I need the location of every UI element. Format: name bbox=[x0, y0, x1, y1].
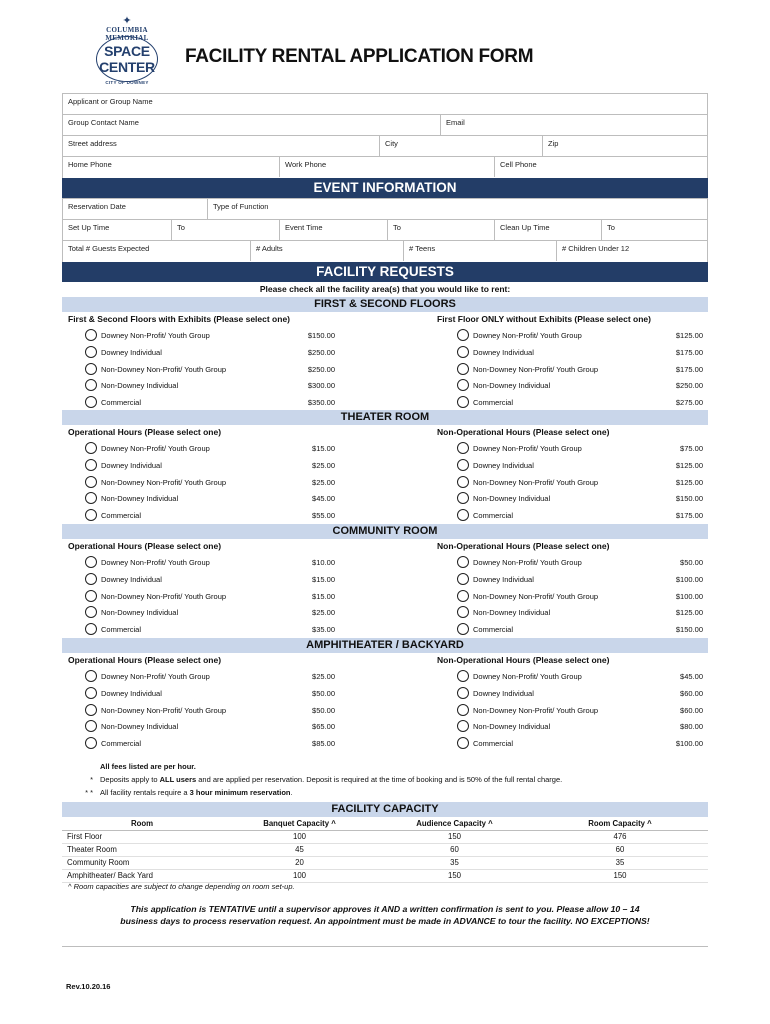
option-price: $50.00 bbox=[312, 706, 335, 715]
capacity-header-room-capacity: Room Capacity ^ bbox=[532, 817, 708, 830]
facility-capacity-banner: FACILITY CAPACITY bbox=[62, 802, 708, 817]
section-banner-3: AMPHITHEATER / BACKYARD bbox=[62, 638, 708, 653]
capacity-header-banquet: Banquet Capacity ^ bbox=[222, 817, 377, 830]
option-label: Non-Downey Non-Profit/ Youth Group bbox=[473, 706, 599, 715]
radio-button[interactable] bbox=[457, 379, 469, 391]
option-3-right-4[interactable] bbox=[457, 737, 703, 753]
option-label: Commercial bbox=[101, 739, 142, 748]
option-label: Downey Individual bbox=[473, 689, 534, 698]
radio-button[interactable] bbox=[457, 623, 469, 635]
option-2-right-0[interactable] bbox=[457, 556, 703, 572]
option-price: $80.00 bbox=[680, 722, 703, 731]
capacity-value-cell: 35 bbox=[377, 856, 532, 869]
radio-button[interactable] bbox=[85, 720, 97, 732]
setup-time-field[interactable]: Set Up Time bbox=[68, 223, 110, 232]
option-price: $60.00 bbox=[680, 689, 703, 698]
table-row bbox=[62, 830, 708, 843]
option-0-right-0[interactable] bbox=[457, 329, 703, 345]
option-label: Commercial bbox=[473, 739, 514, 748]
radio-button[interactable] bbox=[85, 329, 97, 341]
option-1-right-3[interactable] bbox=[457, 492, 703, 508]
option-3-left-2[interactable] bbox=[85, 704, 335, 720]
radio-button[interactable] bbox=[457, 492, 469, 504]
option-price: $350.00 bbox=[307, 398, 335, 407]
radio-button[interactable] bbox=[457, 573, 469, 585]
capacity-room-cell: Community Room bbox=[62, 856, 222, 869]
option-label: Non-Downey Individual bbox=[473, 381, 551, 390]
logo-line-city: CITY OF DOWNEY bbox=[105, 80, 149, 85]
table-row bbox=[62, 856, 708, 869]
home-phone-field[interactable]: Home Phone bbox=[68, 160, 112, 169]
capacity-value-cell: 35 bbox=[532, 856, 708, 869]
option-2-right-2[interactable] bbox=[457, 590, 703, 606]
fees-note: All fees listed are per hour. bbox=[100, 762, 196, 771]
option-label: Non-Downey Individual bbox=[101, 722, 179, 731]
option-2-left-3[interactable] bbox=[85, 606, 335, 622]
event-time-field[interactable]: Event Time bbox=[279, 220, 387, 240]
facility-requests-banner: FACILITY REQUESTS bbox=[62, 262, 708, 282]
capacity-value-cell: 150 bbox=[377, 869, 532, 882]
capacity-note: ^ Room capacities are subject to change depending on room set-up. bbox=[68, 882, 295, 891]
option-2-left-4[interactable] bbox=[85, 623, 335, 639]
option-label: Non-Downey Non-Profit/ Youth Group bbox=[101, 478, 227, 487]
logo-ring bbox=[96, 36, 158, 82]
capacity-value-cell: 60 bbox=[532, 843, 708, 856]
option-price: $275.00 bbox=[675, 398, 703, 407]
option-price: $125.00 bbox=[675, 461, 703, 470]
tentative-notice bbox=[62, 903, 708, 927]
capacity-value-cell: 476 bbox=[532, 830, 708, 843]
option-label: Commercial bbox=[473, 625, 514, 634]
option-0-left-3[interactable] bbox=[85, 379, 335, 395]
option-price: $150.00 bbox=[675, 494, 703, 503]
option-price: $250.00 bbox=[307, 348, 335, 357]
section-2-left-heading: Operational Hours (Please select one) bbox=[68, 541, 222, 551]
section-banner-2: COMMUNITY ROOM bbox=[62, 524, 708, 539]
option-price: $55.00 bbox=[312, 511, 335, 520]
option-1-right-2[interactable] bbox=[457, 476, 703, 492]
option-label: Non-Downey Non-Profit/ Youth Group bbox=[101, 706, 227, 715]
option-price: $15.00 bbox=[312, 575, 335, 584]
option-3-left-0[interactable] bbox=[85, 670, 335, 686]
option-label: Downey Individual bbox=[101, 575, 162, 584]
option-label: Downey Non-Profit/ Youth Group bbox=[101, 672, 210, 681]
option-price: $250.00 bbox=[307, 365, 335, 374]
radio-button[interactable] bbox=[85, 590, 97, 602]
section-3-right-heading: Non-Operational Hours (Please select one) bbox=[437, 655, 610, 665]
radio-button[interactable] bbox=[457, 396, 469, 408]
radio-button[interactable] bbox=[457, 737, 469, 749]
radio-button[interactable] bbox=[457, 476, 469, 488]
radio-button[interactable] bbox=[457, 346, 469, 358]
deposit-note: * Deposits apply to ALL users and are applied per reservation. Deposit is required at the time of booking and is 50% of the full rental charge. bbox=[90, 775, 563, 784]
option-price: $45.00 bbox=[680, 672, 703, 681]
option-price: $10.00 bbox=[312, 558, 335, 567]
option-0-left-0[interactable] bbox=[85, 329, 335, 345]
option-price: $100.00 bbox=[675, 592, 703, 601]
option-price: $50.00 bbox=[680, 558, 703, 567]
option-label: Downey Non-Profit/ Youth Group bbox=[473, 558, 582, 567]
radio-button[interactable] bbox=[85, 396, 97, 408]
section-3-left-heading: Operational Hours (Please select one) bbox=[68, 655, 222, 665]
option-label: Downey Non-Profit/ Youth Group bbox=[473, 444, 582, 453]
option-3-right-3[interactable] bbox=[457, 720, 703, 736]
option-label: Downey Non-Profit/ Youth Group bbox=[473, 672, 582, 681]
radio-button[interactable] bbox=[85, 670, 97, 682]
option-label: Downey Individual bbox=[473, 348, 534, 357]
footer-rule bbox=[62, 946, 708, 947]
option-2-right-3[interactable] bbox=[457, 606, 703, 622]
capacity-room-cell: Amphitheater/ Back Yard bbox=[62, 869, 222, 882]
radio-button[interactable] bbox=[85, 379, 97, 391]
radio-button[interactable] bbox=[85, 606, 97, 618]
option-2-right-1[interactable] bbox=[457, 573, 703, 589]
option-price: $25.00 bbox=[312, 461, 335, 470]
applicant-name-field[interactable]: Applicant or Group Name bbox=[68, 97, 153, 106]
radio-button[interactable] bbox=[457, 704, 469, 716]
option-label: Downey Individual bbox=[101, 689, 162, 698]
capacity-value-cell: 60 bbox=[377, 843, 532, 856]
option-label: Non-Downey Individual bbox=[101, 381, 179, 390]
option-price: $50.00 bbox=[312, 689, 335, 698]
option-2-left-2[interactable] bbox=[85, 590, 335, 606]
radio-button[interactable] bbox=[85, 459, 97, 471]
option-price: $35.00 bbox=[312, 625, 335, 634]
contact-name-field[interactable]: Group Contact Name bbox=[68, 118, 139, 127]
radio-button[interactable] bbox=[85, 556, 97, 568]
children-field[interactable]: # Children Under 12 bbox=[556, 241, 709, 261]
email-field[interactable]: Email bbox=[440, 115, 709, 135]
radio-button[interactable] bbox=[85, 442, 97, 454]
option-price: $60.00 bbox=[680, 706, 703, 715]
type-of-function-field[interactable]: Type of Function bbox=[207, 199, 709, 219]
option-0-left-1[interactable] bbox=[85, 346, 335, 362]
radio-button[interactable] bbox=[457, 363, 469, 375]
radio-button[interactable] bbox=[85, 737, 97, 749]
radio-button[interactable] bbox=[457, 509, 469, 521]
option-price: $25.00 bbox=[312, 672, 335, 681]
radio-button[interactable] bbox=[457, 556, 469, 568]
option-label: Commercial bbox=[101, 398, 142, 407]
page-title: FACILITY RENTAL APPLICATION FORM bbox=[185, 46, 534, 67]
radio-button[interactable] bbox=[457, 590, 469, 602]
radio-button[interactable] bbox=[85, 623, 97, 635]
option-1-left-1[interactable] bbox=[85, 459, 335, 475]
logo-line-columbia: COLUMBIA bbox=[106, 26, 148, 34]
section-banner-1: THEATER ROOM bbox=[62, 410, 708, 425]
event-information-banner: EVENT INFORMATION bbox=[62, 178, 708, 198]
option-price: $15.00 bbox=[312, 592, 335, 601]
logo-line-center: CENTER bbox=[99, 59, 155, 75]
total-guests-field[interactable]: Total # Guests Expected bbox=[68, 244, 150, 253]
zip-field[interactable]: Zip bbox=[542, 136, 709, 156]
teens-field[interactable]: # Teens bbox=[403, 241, 556, 261]
radio-button[interactable] bbox=[85, 687, 97, 699]
capacity-value-cell: 100 bbox=[222, 869, 377, 882]
option-0-left-2[interactable] bbox=[85, 363, 335, 379]
option-label: Downey Individual bbox=[473, 575, 534, 584]
event-to-field[interactable]: To bbox=[387, 220, 494, 240]
space-center-logo bbox=[94, 16, 160, 90]
work-phone-field[interactable]: Work Phone bbox=[279, 157, 494, 177]
option-label: Non-Downey Individual bbox=[101, 494, 179, 503]
option-price: $175.00 bbox=[675, 348, 703, 357]
option-1-left-0[interactable] bbox=[85, 442, 335, 458]
logo-line-space: SPACE bbox=[104, 43, 150, 59]
capacity-table bbox=[62, 817, 708, 883]
radio-button[interactable] bbox=[457, 670, 469, 682]
option-price: $150.00 bbox=[307, 331, 335, 340]
cleanup-to-field[interactable]: To bbox=[601, 220, 709, 240]
revision-label: Rev.10.20.16 bbox=[66, 982, 111, 991]
option-3-right-0[interactable] bbox=[457, 670, 703, 686]
capacity-header-room: Room bbox=[62, 817, 222, 830]
option-2-right-4[interactable] bbox=[457, 623, 703, 639]
option-label: Downey Individual bbox=[473, 461, 534, 470]
option-price: $15.00 bbox=[312, 444, 335, 453]
option-0-right-2[interactable] bbox=[457, 363, 703, 379]
option-3-left-4[interactable] bbox=[85, 737, 335, 753]
radio-button[interactable] bbox=[85, 492, 97, 504]
section-0-right-heading: First Floor ONLY without Exhibits (Please select one) bbox=[437, 314, 651, 324]
option-0-right-3[interactable] bbox=[457, 379, 703, 395]
reservation-date-field[interactable]: Reservation Date bbox=[68, 202, 126, 211]
section-1-right-heading: Non-Operational Hours (Please select one) bbox=[437, 427, 610, 437]
option-label: Non-Downey Non-Profit/ Youth Group bbox=[101, 592, 227, 601]
option-label: Commercial bbox=[473, 511, 514, 520]
option-label: Non-Downey Non-Profit/ Youth Group bbox=[473, 365, 599, 374]
option-price: $150.00 bbox=[675, 625, 703, 634]
option-label: Non-Downey Individual bbox=[473, 722, 551, 731]
radio-button[interactable] bbox=[85, 509, 97, 521]
option-label: Non-Downey Individual bbox=[473, 494, 551, 503]
option-3-right-1[interactable] bbox=[457, 687, 703, 703]
option-label: Non-Downey Non-Profit/ Youth Group bbox=[473, 478, 599, 487]
option-label: Non-Downey Individual bbox=[473, 608, 551, 617]
city-field[interactable]: City bbox=[379, 136, 542, 156]
option-1-left-4[interactable] bbox=[85, 509, 335, 525]
radio-button[interactable] bbox=[457, 720, 469, 732]
option-label: Downey Individual bbox=[101, 348, 162, 357]
option-price: $65.00 bbox=[312, 722, 335, 731]
option-price: $125.00 bbox=[675, 478, 703, 487]
radio-button[interactable] bbox=[85, 346, 97, 358]
option-price: $75.00 bbox=[680, 444, 703, 453]
option-1-left-3[interactable] bbox=[85, 492, 335, 508]
option-price: $175.00 bbox=[675, 511, 703, 520]
option-price: $45.00 bbox=[312, 494, 335, 503]
setup-to-field[interactable]: To bbox=[171, 220, 279, 240]
option-1-left-2[interactable] bbox=[85, 476, 335, 492]
cell-phone-field[interactable]: Cell Phone bbox=[494, 157, 709, 177]
capacity-value-cell: 100 bbox=[222, 830, 377, 843]
fee-notes bbox=[62, 762, 562, 801]
capacity-value-cell: 45 bbox=[222, 843, 377, 856]
cleanup-time-field[interactable]: Clean Up Time bbox=[494, 220, 601, 240]
facility-instruction: Please check all the facility area(s) that you would like to rent: bbox=[259, 284, 511, 294]
option-price: $85.00 bbox=[312, 739, 335, 748]
event-grid bbox=[62, 198, 708, 263]
option-price: $250.00 bbox=[675, 381, 703, 390]
capacity-room-cell: First Floor bbox=[62, 830, 222, 843]
logo-line-memorial: MEMORIAL bbox=[105, 34, 149, 42]
option-price: $25.00 bbox=[312, 608, 335, 617]
radio-button[interactable] bbox=[457, 687, 469, 699]
option-price: $300.00 bbox=[307, 381, 335, 390]
option-0-right-1[interactable] bbox=[457, 346, 703, 362]
tentative-line-2: business days to process reservation request. An appointment must be made in ADVANCE to tour the facility. NO EXCEPTIONS! bbox=[120, 916, 650, 926]
radio-button[interactable] bbox=[85, 704, 97, 716]
capacity-value-cell: 20 bbox=[222, 856, 377, 869]
option-label: Downey Non-Profit/ Youth Group bbox=[101, 558, 210, 567]
radio-button[interactable] bbox=[85, 363, 97, 375]
option-price: $125.00 bbox=[675, 608, 703, 617]
adults-field[interactable]: # Adults bbox=[250, 241, 403, 261]
capacity-value-cell: 150 bbox=[532, 869, 708, 882]
table-row bbox=[62, 869, 708, 882]
option-label: Downey Individual bbox=[101, 461, 162, 470]
tentative-line-1: This application is TENTATIVE until a supervisor approves it AND a written confirmation is sent to you. Please allow 10 – 14 bbox=[130, 904, 640, 914]
option-label: Commercial bbox=[101, 511, 142, 520]
section-2-right-heading: Non-Operational Hours (Please select one) bbox=[437, 541, 610, 551]
option-price: $125.00 bbox=[675, 331, 703, 340]
option-label: Downey Non-Profit/ Youth Group bbox=[101, 331, 210, 340]
option-label: Commercial bbox=[101, 625, 142, 634]
option-label: Downey Non-Profit/ Youth Group bbox=[473, 331, 582, 340]
capacity-header-row bbox=[62, 817, 708, 830]
option-label: Non-Downey Non-Profit/ Youth Group bbox=[101, 365, 227, 374]
radio-button[interactable] bbox=[457, 442, 469, 454]
option-price: $175.00 bbox=[675, 365, 703, 374]
option-3-left-3[interactable] bbox=[85, 720, 335, 736]
option-label: Non-Downey Non-Profit/ Youth Group bbox=[473, 592, 599, 601]
radio-button[interactable] bbox=[457, 459, 469, 471]
option-label: Commercial bbox=[473, 398, 514, 407]
capacity-value-cell: 150 bbox=[377, 830, 532, 843]
street-address-field[interactable]: Street address bbox=[68, 139, 117, 148]
option-label: Downey Non-Profit/ Youth Group bbox=[101, 444, 210, 453]
option-price: $100.00 bbox=[675, 739, 703, 748]
section-1-left-heading: Operational Hours (Please select one) bbox=[68, 427, 222, 437]
section-banner-0: FIRST & SECOND FLOORS bbox=[62, 297, 708, 312]
minimum-note: * * All facility rentals require a 3 hour minimum reservation. bbox=[85, 788, 293, 797]
applicant-grid bbox=[62, 93, 708, 179]
option-2-left-0[interactable] bbox=[85, 556, 335, 572]
radio-button[interactable] bbox=[457, 606, 469, 618]
option-3-right-2[interactable] bbox=[457, 704, 703, 720]
option-label: Non-Downey Individual bbox=[101, 608, 179, 617]
capacity-room-cell: Theater Room bbox=[62, 843, 222, 856]
table-row bbox=[62, 843, 708, 856]
option-2-left-1[interactable] bbox=[85, 573, 335, 589]
option-price: $100.00 bbox=[675, 575, 703, 584]
section-0-left-heading: First & Second Floors with Exhibits (Please select one) bbox=[68, 314, 290, 324]
radio-button[interactable] bbox=[85, 476, 97, 488]
option-1-right-0[interactable] bbox=[457, 442, 703, 458]
radio-button[interactable] bbox=[85, 573, 97, 585]
option-1-right-1[interactable] bbox=[457, 459, 703, 475]
option-3-left-1[interactable] bbox=[85, 687, 335, 703]
bird-icon: ✦ bbox=[122, 15, 132, 27]
radio-button[interactable] bbox=[457, 329, 469, 341]
option-price: $25.00 bbox=[312, 478, 335, 487]
option-1-right-4[interactable] bbox=[457, 509, 703, 525]
capacity-header-audience: Audience Capacity ^ bbox=[377, 817, 532, 830]
